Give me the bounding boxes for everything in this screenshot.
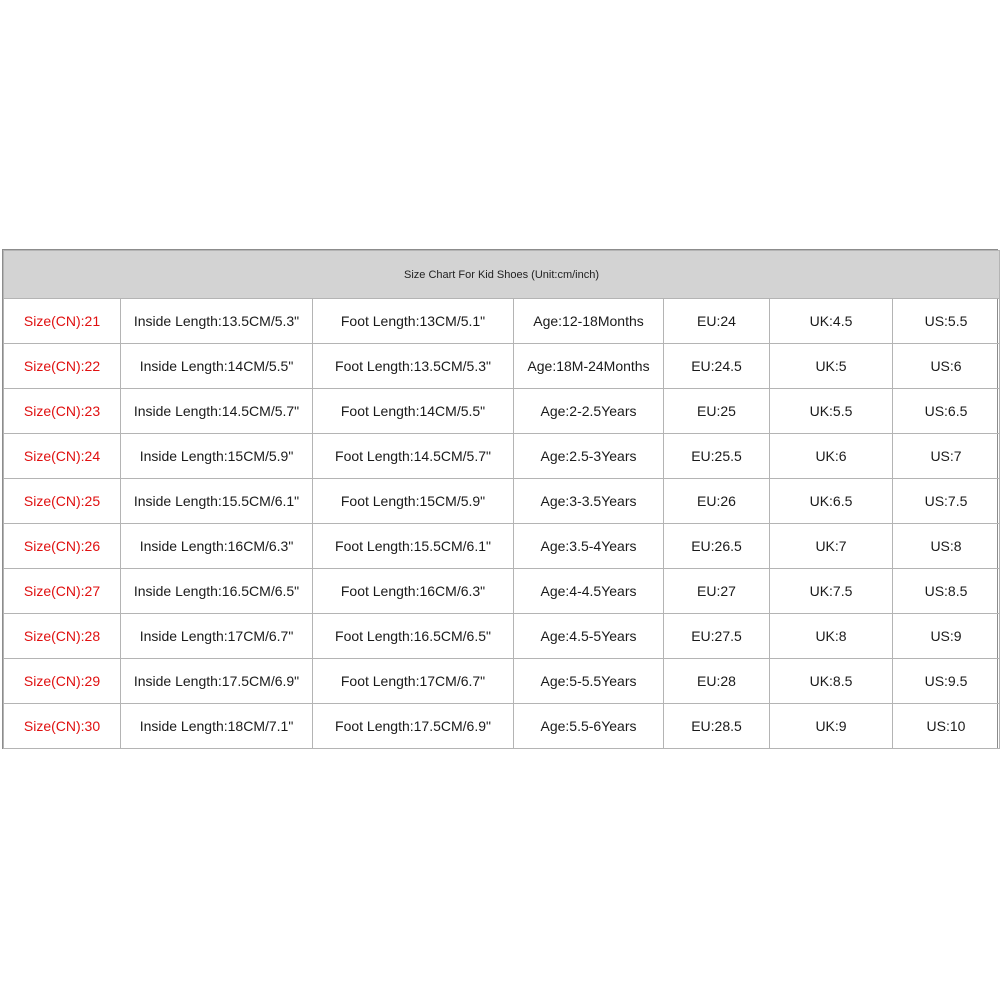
eu-size-cell: EU:24.5 — [664, 344, 770, 389]
inside-length-cell: Inside Length:15CM/5.9" — [121, 434, 313, 479]
table-row — [4, 614, 1000, 659]
size-chart-table — [3, 250, 1000, 749]
age-cell: Age:5-5.5Years — [514, 659, 664, 704]
uk-size-cell: UK:7 — [770, 524, 893, 569]
cn-size-cell: Size(CN):23 — [4, 389, 121, 434]
foot-length-cell: Foot Length:15CM/5.9" — [313, 479, 514, 524]
age-cell: Age:12-18Months — [514, 299, 664, 344]
us-size-cell: US:5.5 — [893, 299, 1000, 344]
uk-size-cell: UK:9 — [770, 704, 893, 749]
size-chart — [2, 249, 998, 749]
table-row — [4, 659, 1000, 704]
inside-length-cell: Inside Length:14CM/5.5" — [121, 344, 313, 389]
age-cell: Age:5.5-6Years — [514, 704, 664, 749]
us-size-cell: US:8.5 — [893, 569, 1000, 614]
inside-length-cell: Inside Length:15.5CM/6.1" — [121, 479, 313, 524]
foot-length-cell: Foot Length:17CM/6.7" — [313, 659, 514, 704]
chart-title: Size Chart For Kid Shoes (Unit:cm/inch) — [4, 251, 1000, 299]
table-row — [4, 299, 1000, 344]
eu-size-cell: EU:26 — [664, 479, 770, 524]
inside-length-cell: Inside Length:13.5CM/5.3" — [121, 299, 313, 344]
age-cell: Age:3-3.5Years — [514, 479, 664, 524]
age-cell: Age:2-2.5Years — [514, 389, 664, 434]
inside-length-cell: Inside Length:16CM/6.3" — [121, 524, 313, 569]
eu-size-cell: EU:24 — [664, 299, 770, 344]
age-cell: Age:4.5-5Years — [514, 614, 664, 659]
age-cell: Age:4-4.5Years — [514, 569, 664, 614]
table-row — [4, 389, 1000, 434]
foot-length-cell: Foot Length:14CM/5.5" — [313, 389, 514, 434]
cn-size-cell: Size(CN):22 — [4, 344, 121, 389]
uk-size-cell: UK:4.5 — [770, 299, 893, 344]
age-cell: Age:2.5-3Years — [514, 434, 664, 479]
eu-size-cell: EU:25.5 — [664, 434, 770, 479]
foot-length-cell: Foot Length:17.5CM/6.9" — [313, 704, 514, 749]
cn-size-cell: Size(CN):26 — [4, 524, 121, 569]
foot-length-cell: Foot Length:16.5CM/6.5" — [313, 614, 514, 659]
table-row — [4, 524, 1000, 569]
us-size-cell: US:7.5 — [893, 479, 1000, 524]
foot-length-cell: Foot Length:13CM/5.1" — [313, 299, 514, 344]
table-header-row — [4, 251, 1000, 299]
cn-size-cell: Size(CN):28 — [4, 614, 121, 659]
us-size-cell: US:7 — [893, 434, 1000, 479]
us-size-cell: US:8 — [893, 524, 1000, 569]
table-row — [4, 479, 1000, 524]
age-cell: Age:18M-24Months — [514, 344, 664, 389]
eu-size-cell: EU:26.5 — [664, 524, 770, 569]
inside-length-cell: Inside Length:16.5CM/6.5" — [121, 569, 313, 614]
uk-size-cell: UK:6 — [770, 434, 893, 479]
eu-size-cell: EU:25 — [664, 389, 770, 434]
inside-length-cell: Inside Length:17.5CM/6.9" — [121, 659, 313, 704]
foot-length-cell: Foot Length:16CM/6.3" — [313, 569, 514, 614]
us-size-cell: US:9 — [893, 614, 1000, 659]
inside-length-cell: Inside Length:14.5CM/5.7" — [121, 389, 313, 434]
age-cell: Age:3.5-4Years — [514, 524, 664, 569]
uk-size-cell: UK:8 — [770, 614, 893, 659]
uk-size-cell: UK:6.5 — [770, 479, 893, 524]
inside-length-cell: Inside Length:17CM/6.7" — [121, 614, 313, 659]
uk-size-cell: UK:5 — [770, 344, 893, 389]
eu-size-cell: EU:27 — [664, 569, 770, 614]
uk-size-cell: UK:5.5 — [770, 389, 893, 434]
table-row — [4, 704, 1000, 749]
table-row — [4, 434, 1000, 479]
uk-size-cell: UK:8.5 — [770, 659, 893, 704]
cn-size-cell: Size(CN):21 — [4, 299, 121, 344]
inside-length-cell: Inside Length:18CM/7.1" — [121, 704, 313, 749]
table-row — [4, 569, 1000, 614]
uk-size-cell: UK:7.5 — [770, 569, 893, 614]
cn-size-cell: Size(CN):30 — [4, 704, 121, 749]
eu-size-cell: EU:28.5 — [664, 704, 770, 749]
cn-size-cell: Size(CN):27 — [4, 569, 121, 614]
table-row — [4, 344, 1000, 389]
us-size-cell: US:6 — [893, 344, 1000, 389]
cn-size-cell: Size(CN):25 — [4, 479, 121, 524]
foot-length-cell: Foot Length:14.5CM/5.7" — [313, 434, 514, 479]
eu-size-cell: EU:28 — [664, 659, 770, 704]
cn-size-cell: Size(CN):29 — [4, 659, 121, 704]
eu-size-cell: EU:27.5 — [664, 614, 770, 659]
us-size-cell: US:6.5 — [893, 389, 1000, 434]
us-size-cell: US:10 — [893, 704, 1000, 749]
foot-length-cell: Foot Length:13.5CM/5.3" — [313, 344, 514, 389]
us-size-cell: US:9.5 — [893, 659, 1000, 704]
cn-size-cell: Size(CN):24 — [4, 434, 121, 479]
foot-length-cell: Foot Length:15.5CM/6.1" — [313, 524, 514, 569]
